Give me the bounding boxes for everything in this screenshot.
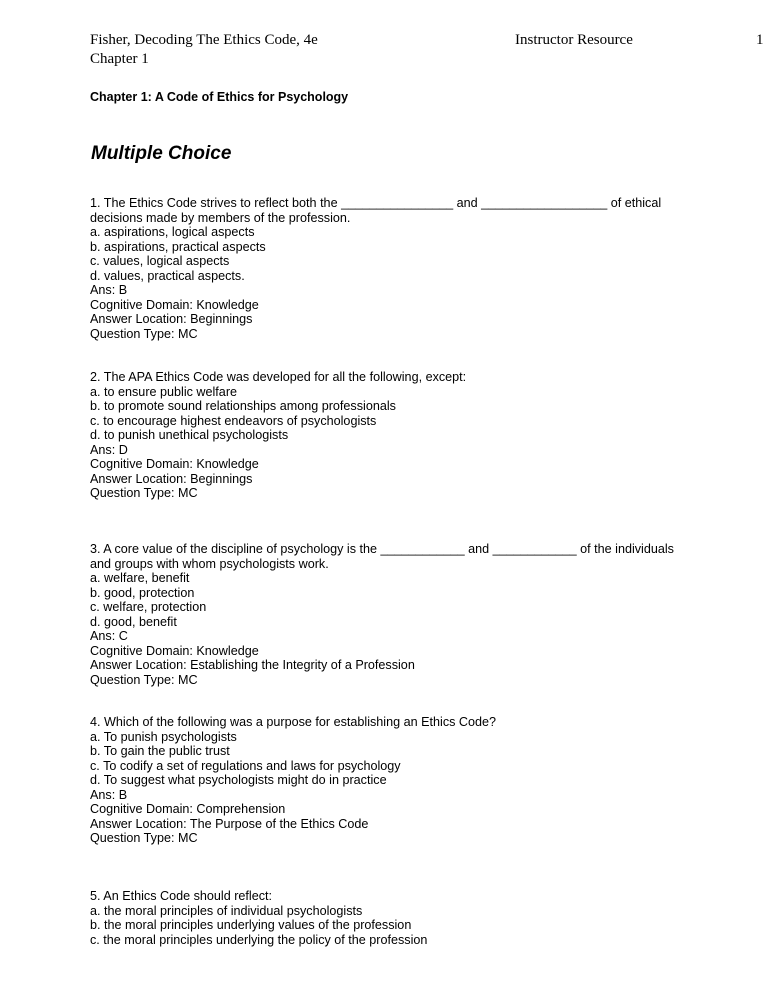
question-stem: decisions made by members of the profession.: [90, 210, 351, 225]
question-domain: Cognitive Domain: Knowledge: [90, 643, 259, 658]
question-stem: 1. The Ethics Code strives to reflect both the ________________ and __________________ of ethical: [90, 196, 662, 210]
question-location: Answer Location: Establishing the Integrity of a Profession: [90, 658, 415, 672]
answer-option: c. values, logical aspects: [90, 254, 230, 268]
question-type: Question Type: MC: [90, 831, 198, 845]
question-domain: Cognitive Domain: Knowledge: [90, 297, 259, 312]
answer-option: b. To gain the public trust: [90, 744, 230, 758]
question-answer: Ans: B: [90, 787, 128, 802]
question-stem: 4. Which of the following was a purpose for establishing an Ethics Code?: [90, 715, 497, 729]
header-book-title: Fisher, Decoding The Ethics Code, 4e: [90, 32, 318, 48]
answer-option: d. To suggest what psychologists might do in practice: [90, 773, 387, 787]
answer-option: d. good, benefit: [90, 614, 177, 629]
answer-option: b. to promote sound relationships among professionals: [90, 399, 396, 413]
answer-option: a. welfare, benefit: [90, 571, 190, 585]
answer-option: b. aspirations, practical aspects: [90, 239, 266, 254]
header-resource-label: Instructor Resource: [515, 32, 633, 48]
answer-option: b. good, protection: [90, 585, 195, 600]
question-5: [90, 889, 427, 947]
question-type: Question Type: MC: [90, 672, 198, 687]
chapter-title: Chapter 1: A Code of Ethics for Psychology: [90, 90, 349, 104]
answer-option: c. to encourage highest endeavors of psychologists: [90, 413, 377, 428]
question-answer: Ans: C: [90, 629, 128, 643]
question-2: [90, 370, 466, 501]
answer-option: c. the moral principles underlying the policy of the profession: [90, 932, 428, 947]
answer-option: a. to ensure public welfare: [90, 384, 238, 399]
question-3: [90, 542, 674, 687]
question-stem: 3. A core value of the discipline of psychology is the ____________ and ____________ of the individuals: [90, 542, 674, 556]
answer-option: c. welfare, protection: [90, 600, 207, 614]
page-number: 1: [756, 32, 764, 48]
question-type: Question Type: MC: [90, 486, 198, 500]
answer-option: a. To punish psychologists: [90, 729, 237, 744]
question-location: Answer Location: Beginnings: [90, 471, 253, 486]
question-location: Answer Location: Beginnings: [90, 312, 253, 326]
question-type: Question Type: MC: [90, 326, 198, 341]
answer-option: a. aspirations, logical aspects: [90, 225, 255, 239]
header-chapter: Chapter 1: [90, 51, 149, 67]
question-4: [90, 715, 496, 846]
question-domain: Cognitive Domain: Knowledge: [90, 457, 259, 471]
section-title: Multiple Choice: [91, 143, 232, 164]
question-domain: Cognitive Domain: Comprehension: [90, 802, 286, 816]
question-answer: Ans: B: [90, 283, 128, 297]
answer-option: a. the moral principles of individual psychologists: [90, 903, 363, 918]
answer-option: d. values, practical aspects.: [90, 268, 245, 283]
answer-option: c. To codify a set of regulations and laws for psychology: [90, 758, 401, 773]
answer-option: d. to punish unethical psychologists: [90, 428, 289, 442]
question-stem: and groups with whom psychologists work.: [90, 556, 329, 571]
answer-option: b. the moral principles underlying values of the profession: [90, 918, 412, 932]
question-stem: 2. The APA Ethics Code was developed for all the following, except:: [90, 370, 467, 384]
question-stem: 5. An Ethics Code should reflect:: [90, 889, 273, 903]
question-location: Answer Location: The Purpose of the Ethics Code: [90, 816, 369, 831]
question-answer: Ans: D: [90, 442, 128, 457]
question-1: [90, 196, 661, 341]
